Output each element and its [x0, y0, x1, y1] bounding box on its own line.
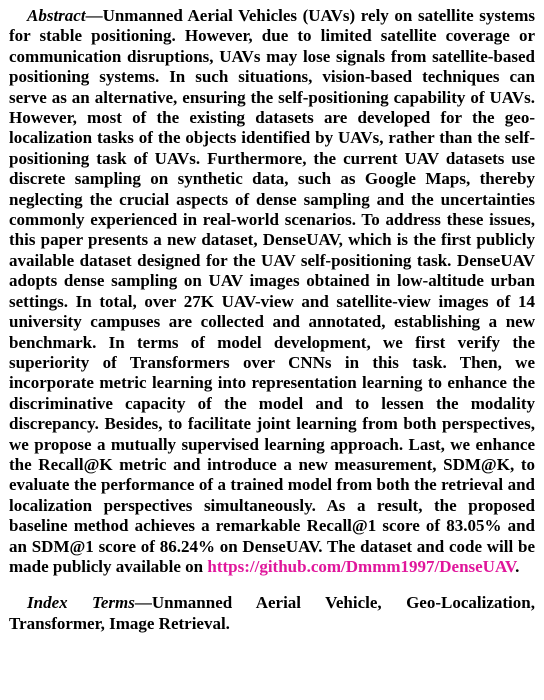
abstract-dash: — — [85, 6, 103, 25]
abstract-heading: Abstract — [27, 6, 86, 25]
abstract-paragraph — [9, 6, 535, 577]
index-terms-heading: Index Terms — [27, 593, 135, 613]
index-terms-dash: — — [134, 593, 152, 613]
github-link[interactable]: https://github.com/Dmmm1997/DenseUAV — [207, 556, 516, 576]
abstract-text: Unmanned Aerial Vehicles (UAVs) rely on satellite systems for stable positioning. However, due to limited satellite coverage or communication disruptions, UAVs may lose signals from satellite-based positioning systems. In such situations, vision-based techniques can serve as an alternative, ensuring the self-positioning capability of UAVs. However, most of the existing datasets are developed for the geo-localization tasks of the objects identified by UAVs, rather than the self-positioning task of UAVs. Furthermore, the current UAV datasets use discrete sampling on synthetic data, such as Google Maps, thereby neglecting the crucial aspects of dense sampling and the uncertainties commonly experienced in real-world scenarios. To address these issues, this paper presents a new dataset, DenseUAV, which is the first publicly available dataset designed for the UAV self-positioning task. DenseUAV adopts dense sampling on UAV images obtained in low-altitude urban settings. In total, over 27K UAV-view and satellite-view images of 14 university campuses are collected and annotated, establishing a new benchmark. In terms of model development, we first verify the superiority of Transformers over CNNs in this task. Then, we incorporate metric learning into representation learning to enhance the discriminative capacity of the model and to lessen the modality discrepancy. Besides, to facilitate joint learning from both perspectives, we propose a mutually supervised learning approach. Last, we enhance the Recall@K metric and introduce a new measurement, SDM@K, to evaluate the performance of a trained model from both the retrieval and localization perspectives simultaneously. As a result, the proposed baseline method achieves a remarkable Recall@1 score of 83.05% and an SDM@1 score of 86.24% on DenseUAV. The dataset and code will be made publicly available on — [9, 6, 535, 576]
paper-page — [9, 6, 535, 634]
abstract-end: . — [515, 556, 520, 576]
index-terms-text: Unmanned Aerial Vehicle, Geo-Localization, Transformer, Image Retrieval. — [9, 593, 535, 633]
index-terms-paragraph — [9, 593, 535, 634]
